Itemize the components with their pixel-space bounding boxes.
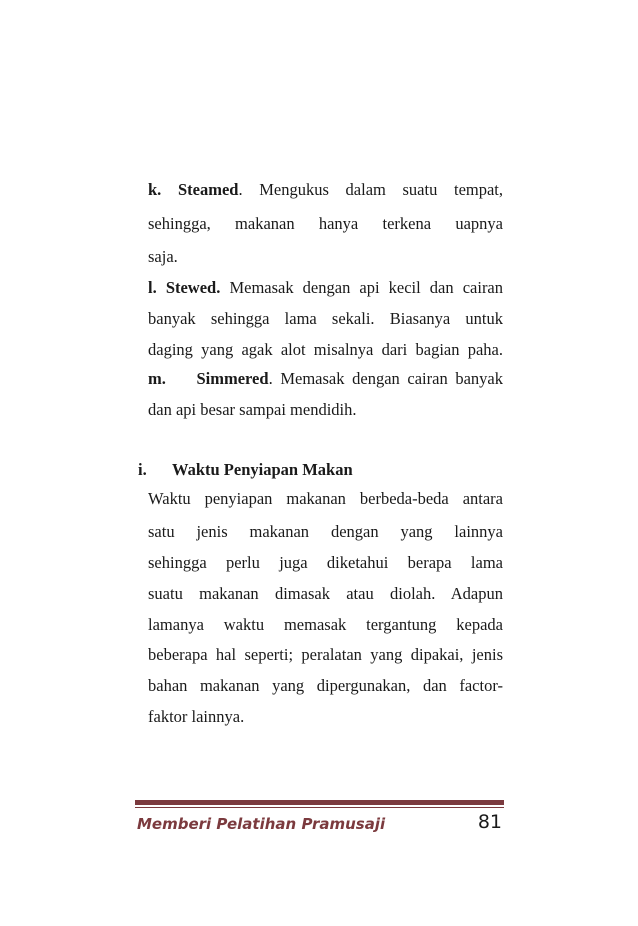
section-line: Waktu penyiapan makanan berbeda-beda antara	[148, 489, 503, 508]
item-m-label: m.	[148, 369, 166, 388]
section-line: suatu makanan dimasak atau diolah. Adapun	[148, 584, 503, 603]
item-m-line-1	[148, 369, 503, 389]
section-line: sehingga perlu juga diketahui berapa lama	[148, 553, 503, 572]
item-k-line-2: sehingga, makanan hanya terkena uapnya	[148, 214, 503, 233]
footer-rule	[135, 800, 504, 805]
item-l-line-1	[148, 278, 503, 298]
item-k-term: Steamed	[177, 180, 239, 199]
section-line: beberapa hal seperti; peralatan yang dipakai, jenis	[148, 645, 503, 664]
section-marker: i.	[138, 460, 147, 479]
footer-book-title: Memberi Pelatihan Pramusaji	[137, 815, 386, 833]
section-line: satu jenis makanan dengan yang lainnya	[148, 522, 503, 541]
section-title: Waktu Penyiapan Makan	[172, 460, 353, 479]
item-l-label: l.	[148, 278, 157, 297]
item-k-label: k.	[148, 180, 162, 199]
page-number: 81	[477, 811, 502, 833]
item-l-line-3: daging yang agak alot misalnya dari bagian paha.	[148, 340, 503, 359]
item-k-line-3: saja.	[148, 247, 178, 266]
section-line: bahan makanan yang dipergunakan, dan factor-	[148, 676, 503, 695]
footer-rule-thin	[135, 807, 504, 808]
item-l-text: Memasak dengan api kecil dan cairan	[220, 278, 504, 297]
item-l-line-2: banyak sehingga lama sekali. Biasanya untuk	[148, 309, 503, 328]
item-k-line-1	[148, 180, 503, 200]
item-l-term: Stewed.	[165, 278, 221, 297]
item-m-line-2: dan api besar sampai mendidih.	[148, 400, 357, 419]
section-line: lamanya waktu memasak tergantung kepada	[148, 615, 503, 634]
item-m-text: . Memasak dengan cairan banyak	[268, 369, 503, 388]
item-m-term: Simmered	[196, 369, 269, 388]
section-line: faktor lainnya.	[148, 707, 245, 726]
item-k-text: . Mengukus dalam suatu tempat,	[238, 180, 504, 199]
